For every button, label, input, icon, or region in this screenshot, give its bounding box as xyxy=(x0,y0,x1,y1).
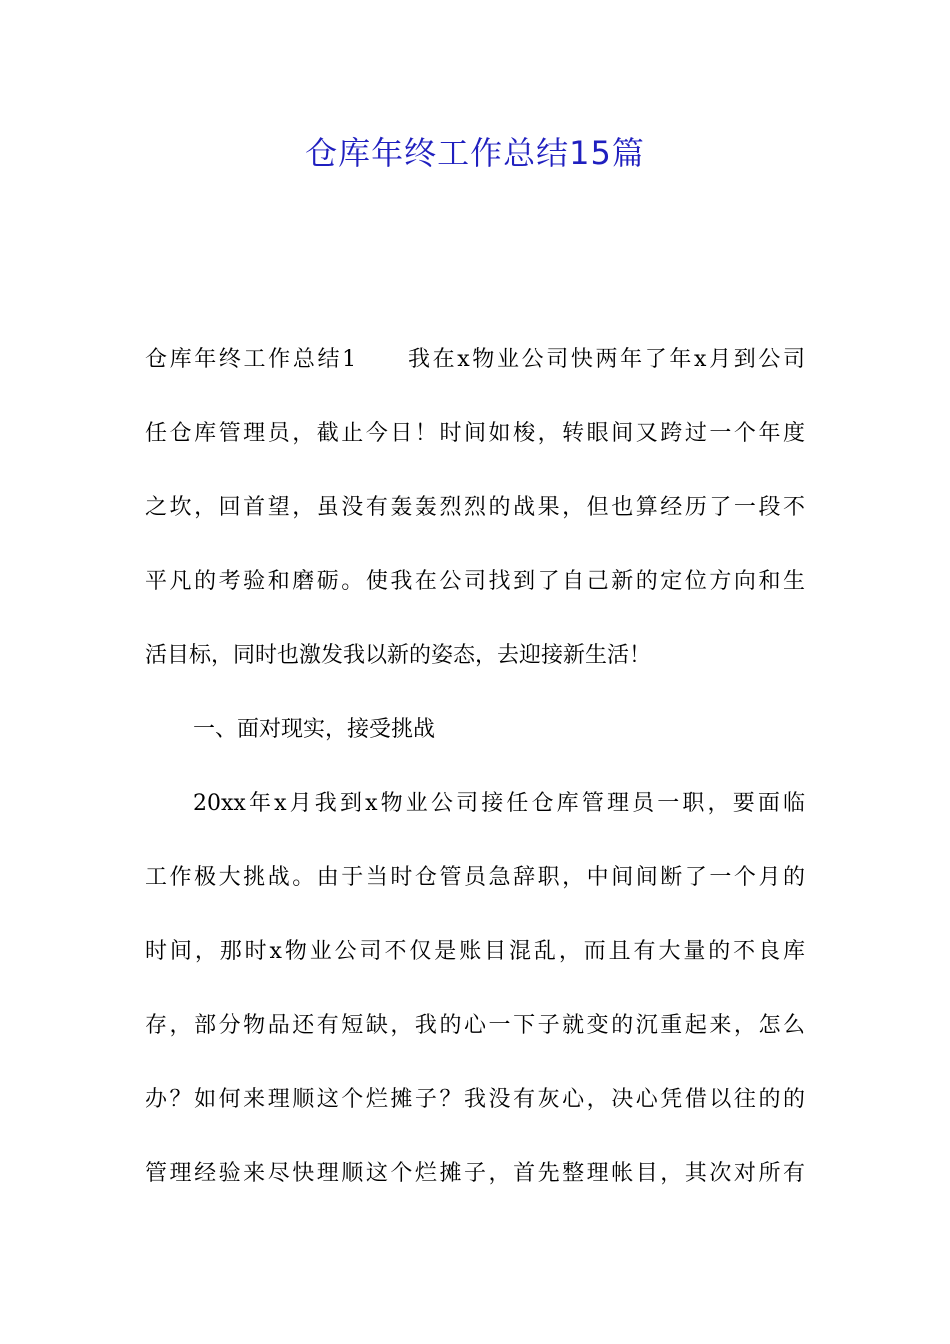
paragraph-line: 任仓库管理员，截止今日！时间如梭，转眼间又跨过一个年度 xyxy=(145,421,805,446)
document-body xyxy=(145,340,805,1228)
section-heading: 一、面对现实，接受挑战 xyxy=(193,717,436,742)
paragraph-line: 管理经验来尽快理顺这个烂摊子，首先整理帐目，其次对所有 xyxy=(145,1161,805,1186)
paragraph-line: 平凡的考验和磨砺。使我在公司找到了自己新的定位方向和生 xyxy=(145,569,805,594)
paragraph-line: 时间，那时x物业公司不仅是账目混乱，而且有大量的不良库 xyxy=(145,939,805,964)
paragraph-line: 工作极大挑战。由于当时仓管员急辞职，中间间断了一个月的 xyxy=(145,865,805,890)
document-title: 仓库年终工作总结15篇 xyxy=(305,134,645,172)
paragraph-line: 20xx年x月我到x物业公司接任仓库管理员一职，要面临 xyxy=(193,791,805,816)
paragraph-line: 存，部分物品还有短缺，我的心一下子就变的沉重起来，怎么 xyxy=(145,1013,805,1038)
paragraph-line: 仓库年终工作总结1 我在x物业公司快两年了年x月到公司 xyxy=(145,347,805,372)
paragraph-line: 活目标，同时也激发我以新的姿态，去迎接新生活！ xyxy=(145,643,652,668)
paragraph-line: 之坎，回首望，虽没有轰轰烈烈的战果，但也算经历了一段不 xyxy=(145,495,805,520)
paragraph-line: 办？如何来理顺这个烂摊子？我没有灰心，决心凭借以往的的 xyxy=(145,1087,805,1112)
